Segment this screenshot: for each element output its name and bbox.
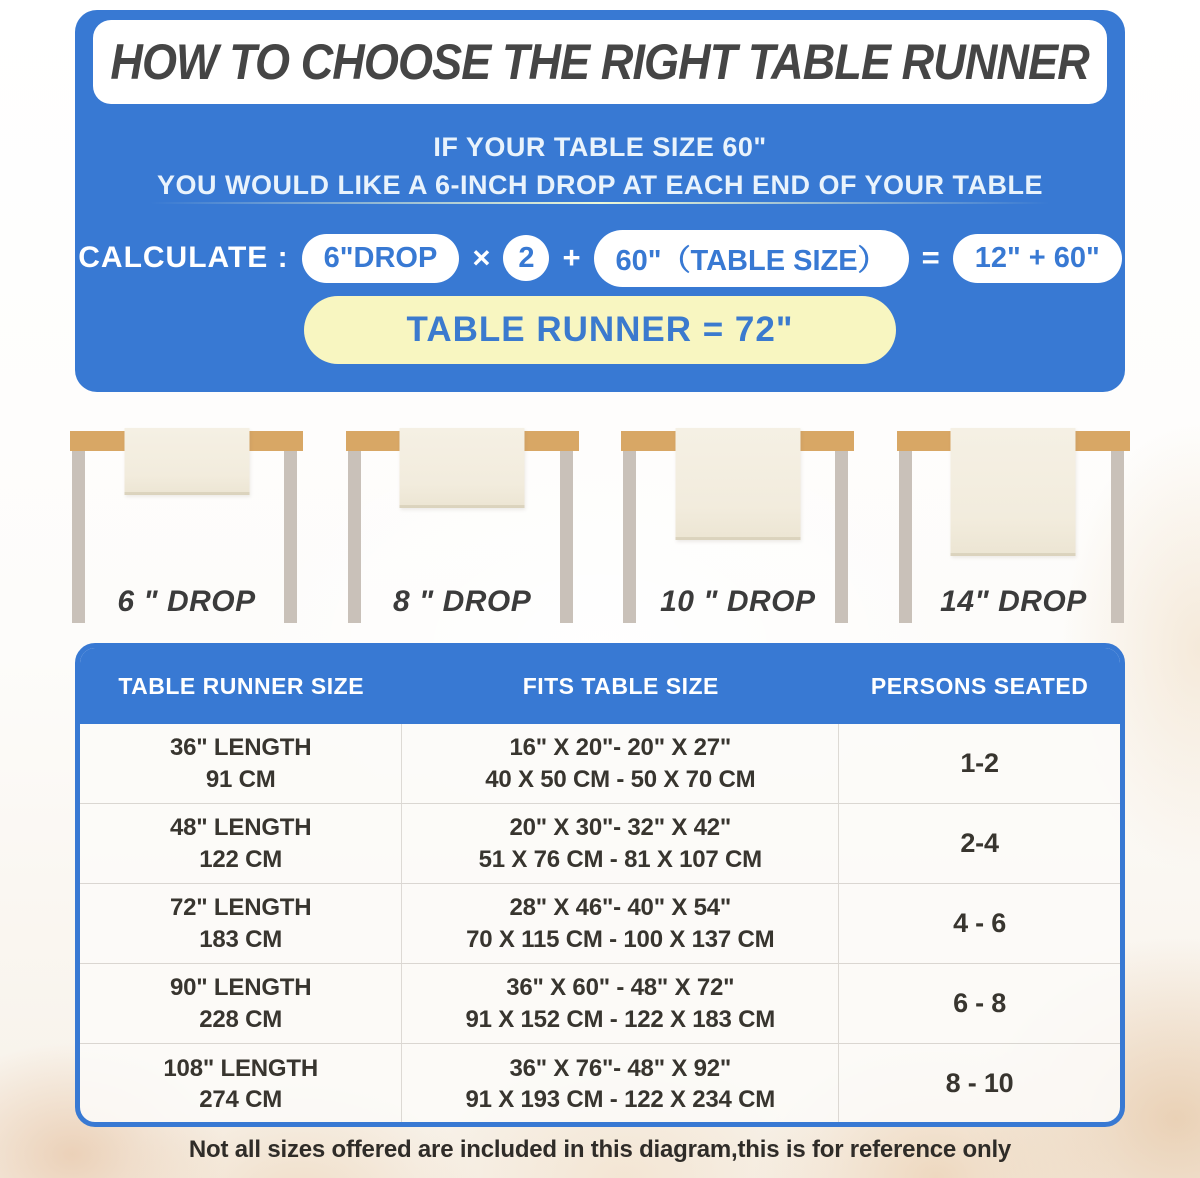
result-pill <box>304 296 896 364</box>
column-header-runner-size: TABLE RUNNER SIZE <box>118 672 365 699</box>
size-chart <box>75 643 1125 1127</box>
runner-size-cm: 274 CM <box>199 1086 283 1113</box>
drop-pill: 6"DROP <box>302 234 460 283</box>
runner-size-cell <box>80 964 402 1043</box>
runner-size-cell <box>80 884 402 963</box>
multiply-operator: × <box>472 240 491 275</box>
table-row <box>80 884 1120 964</box>
table-row <box>80 964 1120 1044</box>
fits-table-size-cell <box>402 964 839 1043</box>
column-header-persons-seated: PERSONS SEATED <box>870 672 1089 699</box>
fits-size-cm: 91 X 193 CM - 122 X 234 CM <box>465 1086 776 1113</box>
sum-pill: 12" + 60" <box>953 234 1122 283</box>
page-title: HOW TO CHOOSE THE RIGHT TABLE RUNNER <box>110 34 1090 90</box>
size-chart-header <box>80 648 1120 724</box>
table-drop-figure-14 <box>897 425 1130 623</box>
calculate-label: CALCULATE : <box>78 241 289 274</box>
fits-table-size-cell <box>402 724 839 803</box>
subtitle-line2: YOU WOULD LIKE A 6-INCH DROP AT EACH END OF YOUR TABLE <box>156 170 1044 200</box>
drop-label: 14" DROP <box>940 585 1087 618</box>
drop-label: 10 " DROP <box>660 585 816 618</box>
header-panel <box>75 10 1125 392</box>
persons-seated-cell: 1-2 <box>960 747 999 778</box>
fits-size-inches: 28" X 46"- 40" X 54" <box>509 894 732 922</box>
fits-size-inches: 16" X 20"- 20" X 27" <box>509 734 732 762</box>
table-runner-illustration <box>124 428 249 495</box>
persons-seated-cell: 4 - 6 <box>953 907 1007 938</box>
multiplier-badge: 2 <box>503 235 549 281</box>
persons-seated-cell: 2-4 <box>960 827 999 858</box>
plus-operator: + <box>562 240 581 275</box>
table-drop-figure-10 <box>621 425 854 623</box>
drop-examples-row <box>70 425 1130 623</box>
fits-size-inches: 20" X 30"- 32" X 42" <box>509 814 732 842</box>
runner-size-inches: 72" LENGTH <box>169 894 312 922</box>
result-text: TABLE RUNNER = 72" <box>406 310 794 349</box>
runner-size-cell <box>80 804 402 883</box>
equals-operator: = <box>921 240 940 275</box>
table-row <box>80 724 1120 804</box>
runner-size-inches: 36" LENGTH <box>169 734 312 762</box>
table-row <box>80 1044 1120 1124</box>
table-runner-illustration <box>675 428 800 540</box>
table-drop-figure-6 <box>70 425 303 623</box>
divider-line <box>150 202 1050 204</box>
subtitle-line1: IF YOUR TABLE SIZE 60" <box>433 132 767 162</box>
runner-size-cm: 228 CM <box>199 1005 283 1033</box>
persons-seated-cell: 6 - 8 <box>953 987 1007 1018</box>
table-size-pill: 60"（TABLE SIZE） <box>594 230 909 287</box>
drop-label: 6 " DROP <box>117 585 256 618</box>
runner-size-cell <box>80 1044 402 1124</box>
fits-size-cm: 40 X 50 CM - 50 X 70 CM <box>485 765 756 793</box>
fits-size-cm: 51 X 76 CM - 81 X 107 CM <box>478 845 762 873</box>
runner-size-inches: 108" LENGTH <box>163 1054 318 1082</box>
runner-size-cm: 122 CM <box>199 845 283 873</box>
table-runner-illustration <box>400 428 525 508</box>
fits-size-inches: 36" X 60" - 48" X 72" <box>506 974 735 1002</box>
fits-table-size-cell <box>402 884 839 963</box>
fits-size-cm: 70 X 115 CM - 100 X 137 CM <box>466 925 775 953</box>
title-banner <box>93 20 1107 104</box>
calculation-row <box>75 232 1125 284</box>
fits-size-cm: 91 X 152 CM - 122 X 183 CM <box>465 1005 776 1033</box>
table-drop-figure-8 <box>346 425 579 623</box>
runner-size-inches: 48" LENGTH <box>169 814 312 842</box>
table-runner-illustration <box>951 428 1076 556</box>
fits-table-size-cell <box>402 1044 839 1124</box>
table-row <box>80 804 1120 884</box>
persons-seated-cell: 8 - 10 <box>945 1068 1014 1099</box>
runner-size-cm: 91 CM <box>205 765 276 793</box>
fits-size-inches: 36" X 76"- 48" X 92" <box>509 1054 732 1082</box>
fits-table-size-cell <box>402 804 839 883</box>
runner-size-cell <box>80 724 402 803</box>
runner-size-cm: 183 CM <box>199 925 283 953</box>
footer-note: Not all sizes offered are included in this diagram,this is for reference only <box>188 1136 1012 1163</box>
drop-label: 8 " DROP <box>393 585 532 618</box>
runner-size-inches: 90" LENGTH <box>169 974 312 1002</box>
column-header-fits-table-size: FITS TABLE SIZE <box>522 672 719 699</box>
